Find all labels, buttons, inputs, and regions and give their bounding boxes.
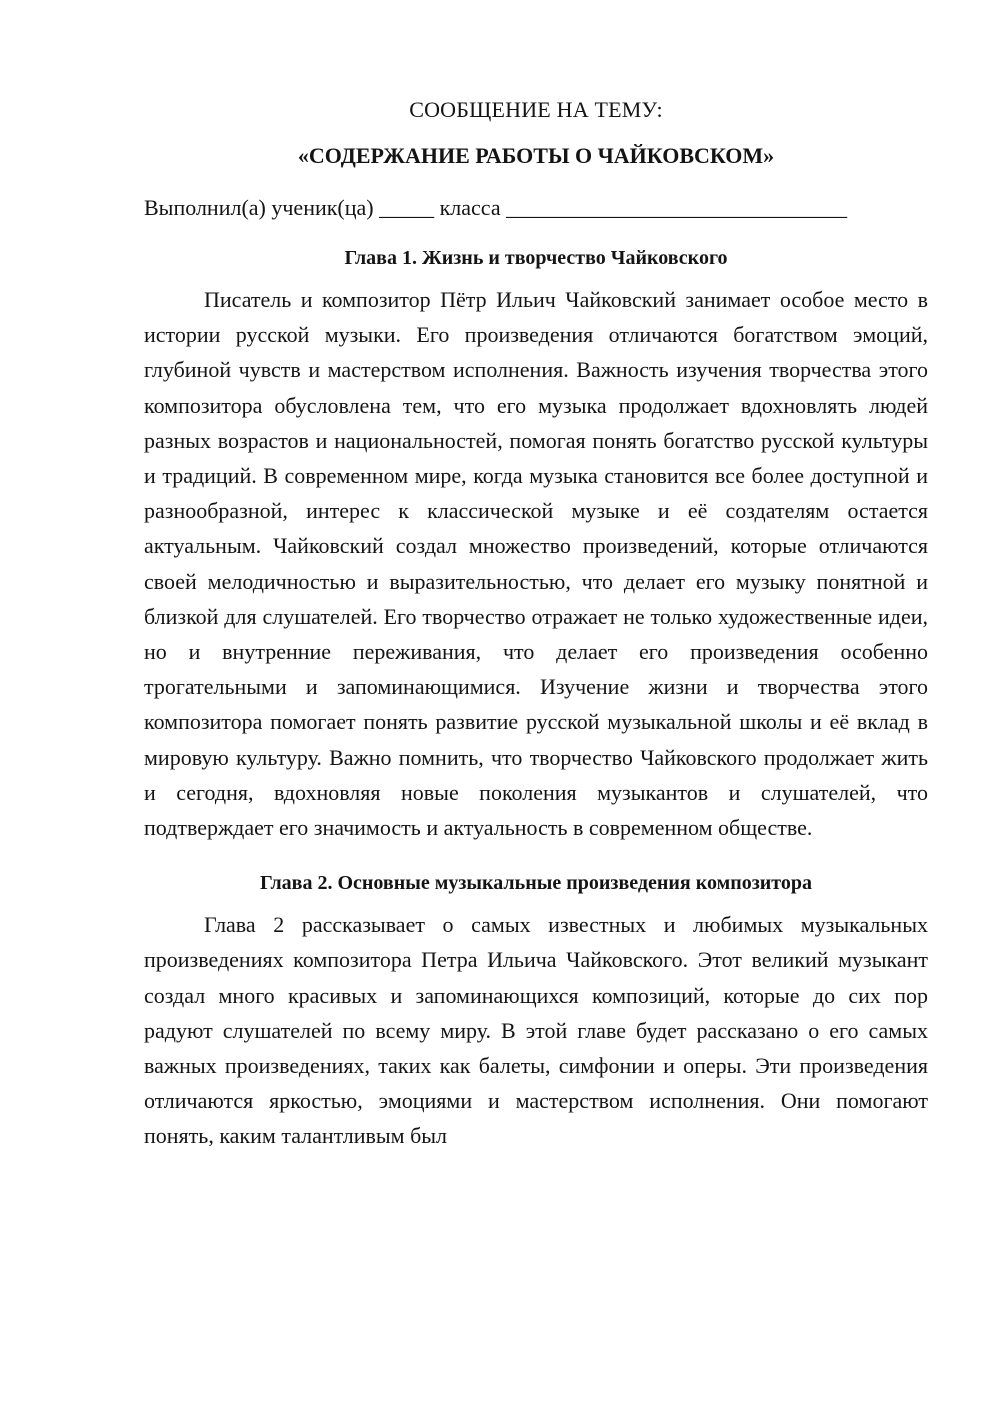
document-page <box>144 92 928 1154</box>
document-topic-line: СООБЩЕНИЕ НА ТЕМУ: <box>409 97 663 122</box>
chapter-2-paragraph: Глава 2 рассказывает о самых известных и любимых музыкальных произведениях композитора Петра Ильича Чайковского. Этот великий музыкант создал много красивых и запоминающихся композиций, которые до сих пор радуют слушателей по всему миру. В этой главе будет рассказано о его самых важных произведениях, таких как балеты, симфонии и оперы. Эти произведения отличаются яркостью, эмоциями и мастерством исполнения. Они помогают понять, каким талантливым был <box>144 912 928 1149</box>
chapter-1 <box>144 240 928 845</box>
chapter-1-heading: Глава 1. Жизнь и творчество Чайковского <box>344 247 728 269</box>
document-title: «СОДЕРЖАНИЕ РАБОТЫ О ЧАЙКОВСКОМ» <box>297 143 775 168</box>
chapter-1-paragraph: Писатель и композитор Пётр Ильич Чайковский занимает особое место в истории русской музыки. Его произведения отличаются богатством эмоций, глубиной чувств и мастерством исполнения. Важность изучения творчества этого композитора обусловлена тем, что его музыка продолжает вдохновлять людей разных возрастов и национальностей, помогая понять богатство русской культуры и традиций. В современном мире, когда музыка становится все более доступной и разнообразной, интерес к классической музыке и её создателям остается актуальным. Чайковский создал множество произведений, которые отличаются своей мелодичностью и выразительностью, что делает его музыку понятной и близкой для слушателей. Его творчество отражает не только художественные идеи, но и внутренние переживания, что делает его произведения особенно трогательными и запоминающимися. Изучение жизни и творчества этого композитора помогает понять развитие русской музыкальной школы и её вклад в мировую культуру. Важно помнить, что творчество Чайковского продолжает жить и сегодня, вдохновляя новые поколения музыкантов и слушателей, что подтверждает его значимость и актуальность в современном обществе. <box>144 287 928 841</box>
chapter-2-heading: Глава 2. Основные музыкальные произведения композитора <box>259 872 812 895</box>
chapter-2 <box>144 865 928 1153</box>
author-line: Выполнил(а) ученик(ца) _____ класса _______________________________ <box>144 195 848 220</box>
